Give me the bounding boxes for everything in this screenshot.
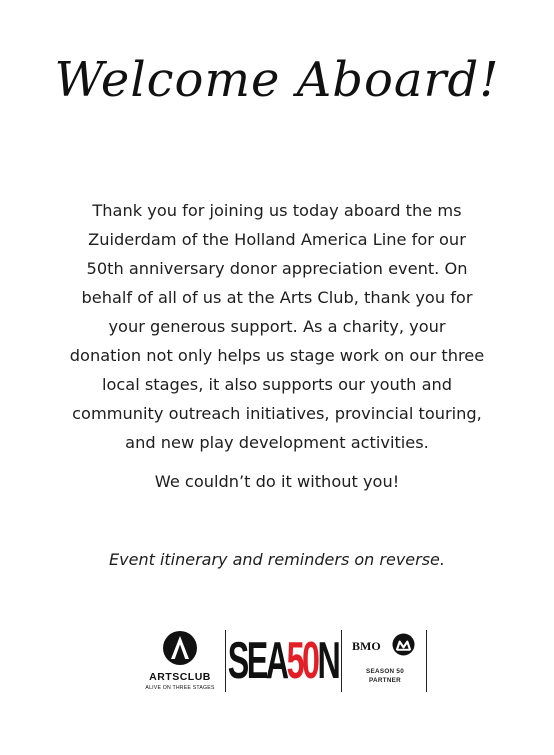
closing-line: We couldn’t do it without you! — [154, 472, 400, 491]
paragraph-line: 50th anniversary donor appreciation event. On — [86, 259, 468, 278]
arts-club-logo — [136, 628, 224, 694]
paragraph-line: and new play development activities. — [125, 433, 429, 452]
logo-divider — [341, 630, 342, 692]
paragraph-line: behalf of all of us at the Arts Club, thank you for — [81, 288, 473, 307]
paragraph-line: Zuiderdam of the Holland America Line for our — [88, 230, 466, 249]
season-wordmark-50: 50 — [286, 632, 318, 690]
logo-divider — [426, 630, 427, 692]
paragraph-line: your generous support. As a charity, your — [108, 317, 446, 336]
arts-club-name: ARTSCLUB — [149, 671, 211, 683]
bmo-roundel-icon — [392, 633, 415, 656]
paragraph-line: community outreach initiatives, provincial touring, — [72, 404, 482, 423]
arts-club-a-icon — [162, 630, 198, 666]
season-50-wordmark — [227, 628, 339, 694]
welcome-heading: Welcome Aboard! — [54, 52, 500, 108]
bmo-season-label: SEASON 50 — [365, 668, 405, 675]
bmo-logo — [344, 628, 426, 694]
reverse-note: Event itinerary and reminders on reverse. — [109, 550, 445, 569]
bmo-partner-label: PARTNER — [368, 677, 402, 684]
season-wordmark-sea: SEA — [227, 632, 287, 690]
arts-club-tagline: ALIVE ON THREE STAGES — [145, 685, 215, 691]
bmo-name: BMO — [352, 639, 381, 653]
paragraph-line: donation not only helps us stage work on our three — [69, 346, 485, 365]
paragraph-line: local stages, it also supports our youth and — [101, 375, 453, 394]
paragraph-line: Thank you for joining us today aboard the ms — [92, 201, 462, 220]
season-wordmark-n: N — [317, 632, 339, 690]
thank-you-paragraph — [40, 196, 514, 457]
logo-divider — [225, 630, 226, 692]
sponsor-logo-strip — [136, 628, 428, 694]
